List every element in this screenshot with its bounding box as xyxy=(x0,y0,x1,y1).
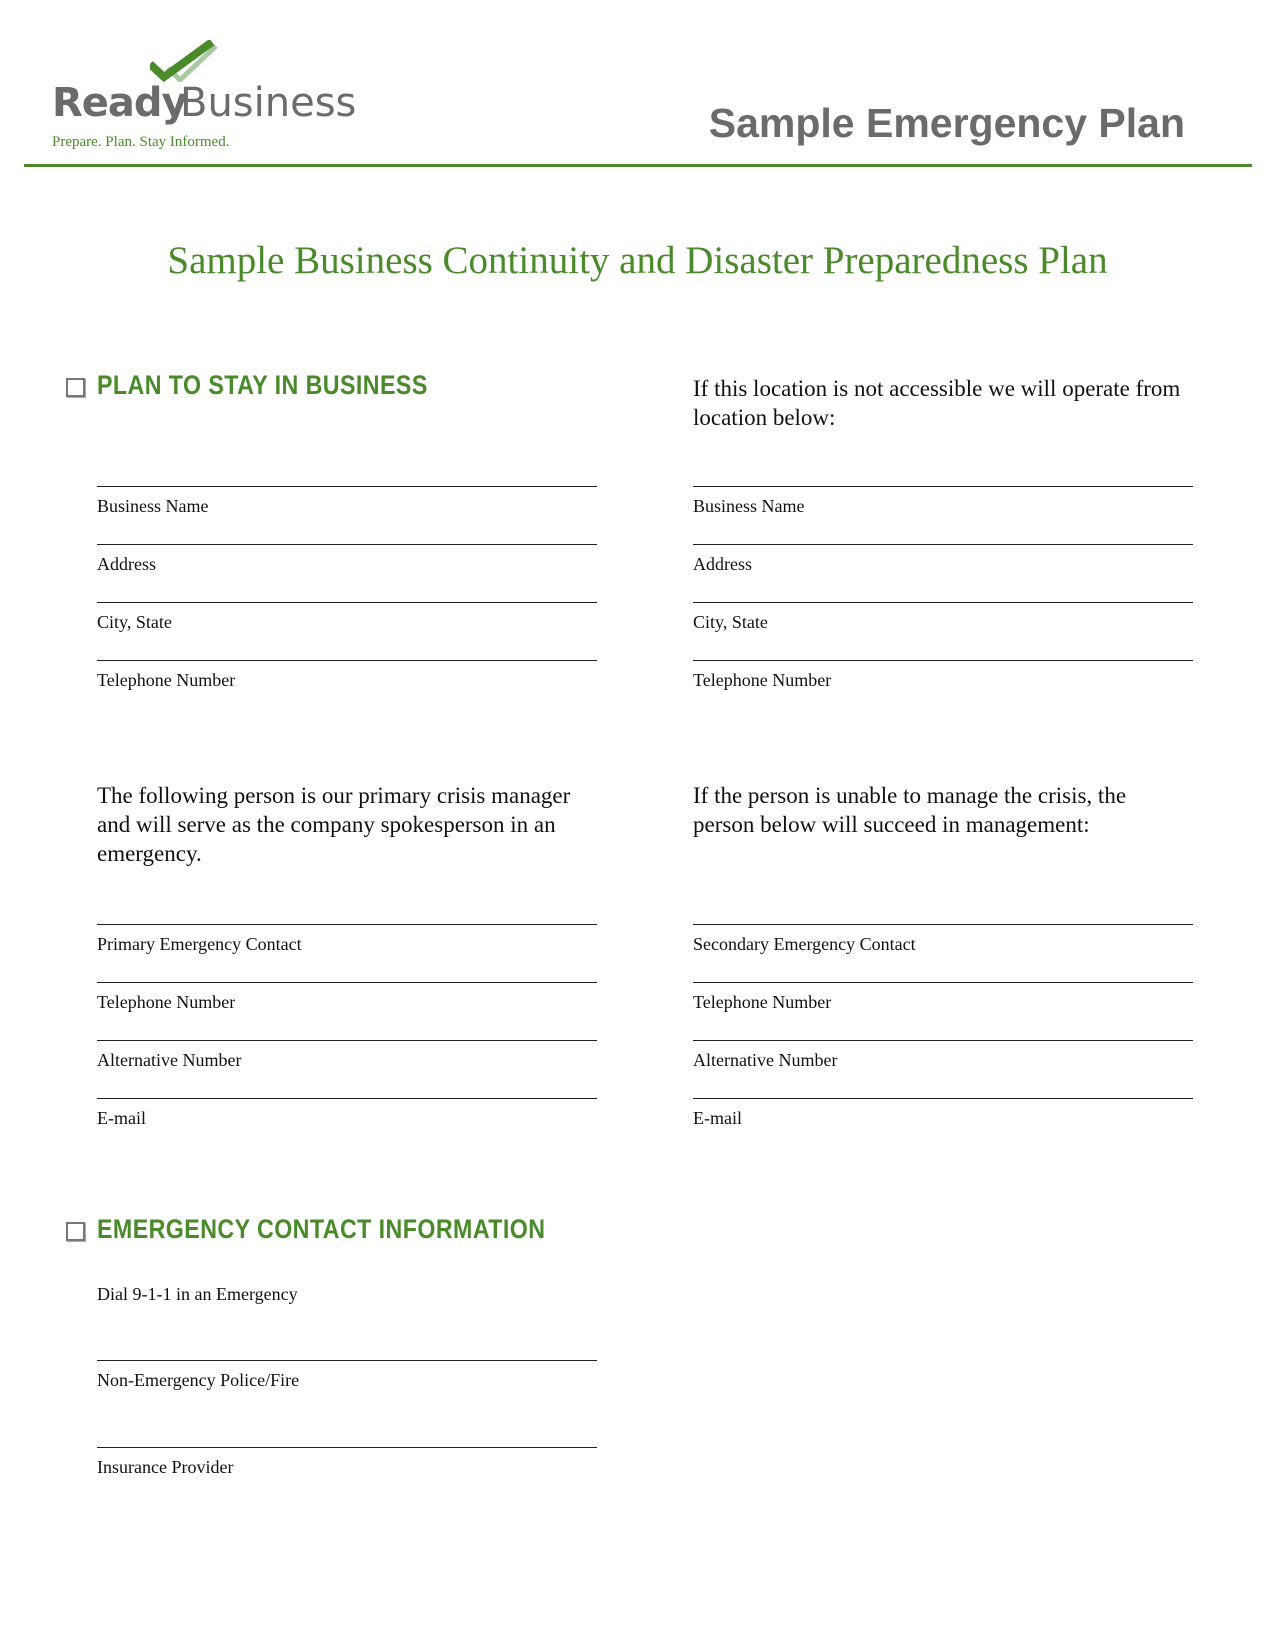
logo-tagline: Prepare. Plan. Stay Informed. xyxy=(52,134,230,150)
telephone-label: Telephone Number xyxy=(97,670,236,690)
alt-telephone-line[interactable] xyxy=(693,660,1193,661)
document-title: Sample Business Continuity and Disaster Preparedness Plan xyxy=(167,239,1108,282)
secondary-telephone-line[interactable] xyxy=(693,982,1193,983)
secondary-alt-number-line[interactable] xyxy=(693,1040,1193,1041)
secondary-email-label: E-mail xyxy=(693,1108,742,1128)
city-state-label: City, State xyxy=(97,612,172,632)
non-emergency-label: Non-Emergency Police/Fire xyxy=(97,1370,300,1390)
primary-alt-number-line[interactable] xyxy=(97,1040,597,1041)
primary-alt-number-label: Alternative Number xyxy=(97,1050,242,1070)
alt-address-label: Address xyxy=(693,554,752,574)
logo-brand-light: Business xyxy=(180,80,357,126)
business-name-label: Business Name xyxy=(97,496,209,516)
primary-email-line[interactable] xyxy=(97,1098,597,1099)
header-title: Sample Emergency Plan xyxy=(708,100,1185,146)
logo-brand-bold: Ready xyxy=(52,80,187,126)
primary-manager-intro: The following person is our primary crisis manager and will serve as the company spokesperson in an emergency. xyxy=(97,783,571,866)
secondary-contact-line[interactable] xyxy=(693,924,1193,925)
secondary-contact-label: Secondary Emergency Contact xyxy=(693,934,916,954)
address-label: Address xyxy=(97,554,156,574)
section-checkbox-contact[interactable] xyxy=(66,1222,85,1241)
business-name-line[interactable] xyxy=(97,486,597,487)
section-heading-plan: PLAN TO STAY IN BUSINESS xyxy=(97,370,428,400)
primary-telephone-label: Telephone Number xyxy=(97,992,236,1012)
alt-business-name-line[interactable] xyxy=(693,486,1193,487)
section-checkbox-plan[interactable] xyxy=(66,378,85,397)
secondary-manager-intro: If the person is unable to manage the crisis, the person below will succeed in management: xyxy=(693,783,1127,837)
insurance-label: Insurance Provider xyxy=(97,1457,234,1477)
primary-telephone-line[interactable] xyxy=(97,982,597,983)
checkmark-logo-icon xyxy=(150,40,220,82)
alt-address-line[interactable] xyxy=(693,544,1193,545)
insurance-line[interactable] xyxy=(97,1447,597,1448)
alt-business-name-label: Business Name xyxy=(693,496,805,516)
section-heading-contact: EMERGENCY CONTACT INFORMATION xyxy=(97,1214,546,1244)
primary-contact-line[interactable] xyxy=(97,924,597,925)
address-line[interactable] xyxy=(97,544,597,545)
secondary-telephone-label: Telephone Number xyxy=(693,992,832,1012)
emergency-dial-note: Dial 9-1-1 in an Emergency xyxy=(97,1284,298,1304)
secondary-email-line[interactable] xyxy=(693,1098,1193,1099)
secondary-alt-number-label: Alternative Number xyxy=(693,1050,838,1070)
telephone-line[interactable] xyxy=(97,660,597,661)
primary-email-label: E-mail xyxy=(97,1108,146,1128)
alternate-location-intro: If this location is not accessible we will operate from location below: xyxy=(693,376,1181,430)
city-state-line[interactable] xyxy=(97,602,597,603)
header-divider xyxy=(24,164,1252,167)
non-emergency-line[interactable] xyxy=(97,1360,597,1361)
alt-city-state-line[interactable] xyxy=(693,602,1193,603)
primary-contact-label: Primary Emergency Contact xyxy=(97,934,302,954)
alt-city-state-label: City, State xyxy=(693,612,768,632)
alt-telephone-label: Telephone Number xyxy=(693,670,832,690)
